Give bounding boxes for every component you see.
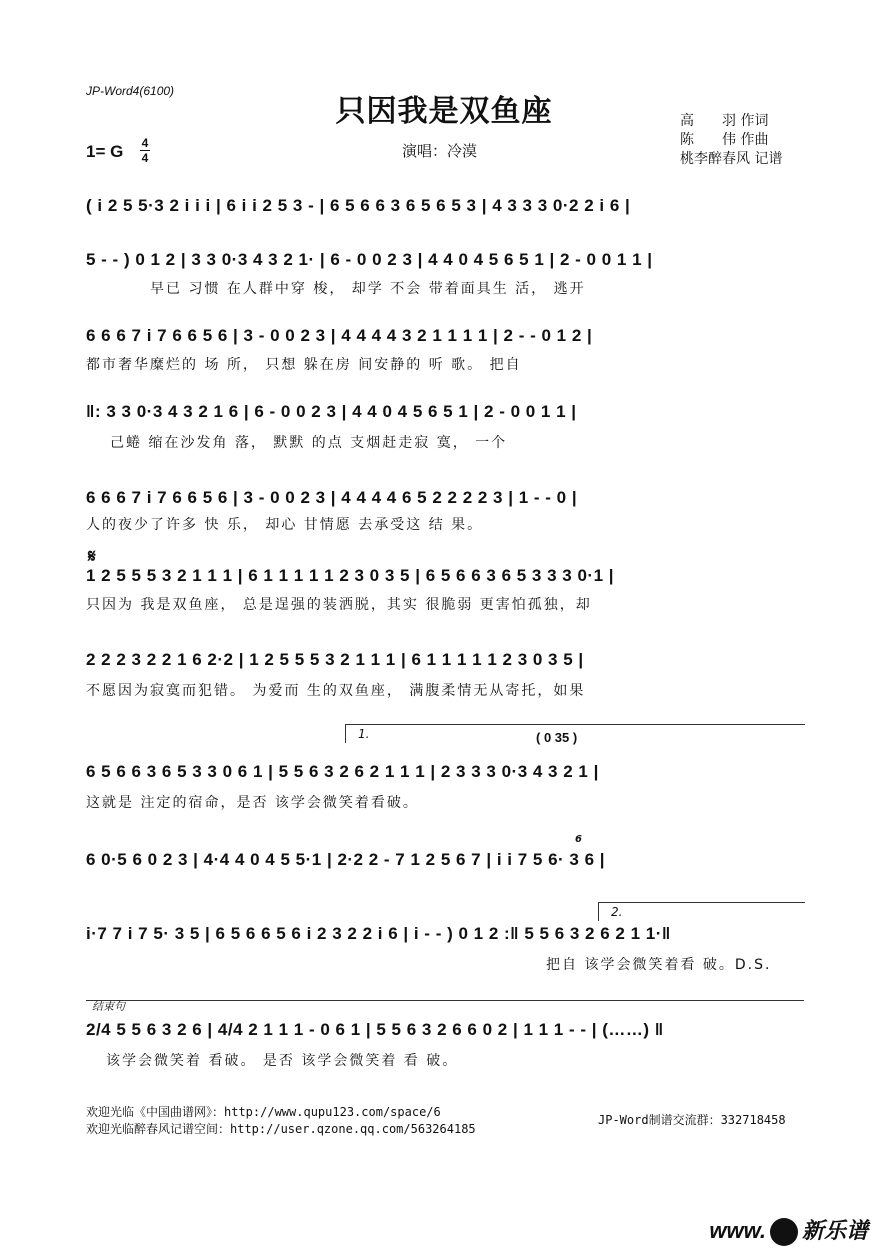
lyric-row-4: 己蜷 缩在沙发角 落， 默默 的点 支烟赶走寂 寞， 一个 xyxy=(110,435,508,451)
credits xyxy=(680,112,782,169)
key-signature: 1= G xyxy=(86,142,124,161)
score-row-6: 1 2 5 5 5 3 2 1 1 1 | 6 1 1 1 1 1 2 3 0 3 5 | 6 5 6 6 3 6 5 3 3 3 0·1 | xyxy=(86,566,615,585)
footer-links xyxy=(86,1104,476,1138)
lyric-row-10: 把自 该学会微笑着看 破。D.S. xyxy=(546,957,772,973)
footer-link-qupu[interactable]: 欢迎光临《中国曲谱网》：http://www.qupu123.com/space/6 xyxy=(86,1105,441,1119)
song-title: 只因我是双鱼座 xyxy=(335,94,553,129)
composer-credit: 陈 伟 作曲 xyxy=(680,132,769,148)
logo-text: 新乐谱 xyxy=(801,1218,868,1243)
score-row-7: 2 2 2 3 2 2 1 6 2·2 | 1 2 5 5 5 3 2 1 1 1 | 6 1 1 1 1 1 2 3 0 3 5 | xyxy=(86,650,584,669)
insert-phrase: ( 0 35 ) xyxy=(536,730,578,745)
meter-top: 4 xyxy=(141,136,149,150)
score-row-1: ( i 2 5 5·3 2 i i i | 6 i i 2 5 3 - | 6 5 6 6 3 6 5 6 5 3 | 4 3 3 3 0·2 2 i 6 | xyxy=(86,196,631,215)
ending-box xyxy=(86,1000,804,1001)
time-signature xyxy=(140,137,150,164)
lyric-row-3: 都市奢华糜烂的 场 所， 只想 躲在房 间安静的 听 歌。 把自 xyxy=(86,357,522,373)
lyric-row-5: 人的夜少了许多 快 乐， 却心 甘情愿 去承受这 结 果。 xyxy=(86,517,484,533)
lyric-row-7: 不愿因为寂寞而犯错。 为爱而 生的双鱼座， 满腹柔情无从寄托，如果 xyxy=(86,683,586,699)
footer-link-qzone[interactable]: 欢迎光临醉春风记谱空间：http://user.qzone.qq.com/563264185 xyxy=(86,1122,476,1136)
sextuplet-mark: 6 xyxy=(575,834,582,845)
meter-bottom: 4 xyxy=(141,151,149,165)
footer-group: JP-Word制谱交流群：332718458 xyxy=(598,1113,786,1127)
score-row-10: i·7 7 i 7 5· 3 5 | 6 5 6 6 5 6 i 2 3 2 2 i 6 | i - - ) 0 1 2 :‖ 5 5 6 3 2 6 2 1 1·‖ xyxy=(86,924,671,943)
site-logo xyxy=(709,1214,868,1246)
lyricist-credit: 高 羽 作词 xyxy=(680,113,769,129)
singer-label: 演唱：冷漠 xyxy=(402,142,478,160)
score-row-4: ‖: 3 3 0·3 4 3 2 1 6 | 6 - 0 0 2 3 | 4 4 0 4 5 6 5 1 | 2 - 0 0 1 1 | xyxy=(86,402,577,421)
disc-icon xyxy=(770,1218,798,1246)
score-row-11: 2/4 5 5 6 3 2 6 | 4/4 2 1 1 1 - 0 6 1 | 5 5 6 3 2 6 6 0 2 | 1 1 1 - - | (……) ‖ xyxy=(86,1020,664,1039)
transcriber-credit: 桃李醉春风 记谱 xyxy=(680,151,783,167)
volta-2-bracket xyxy=(598,902,805,921)
lyric-row-6: 只因为 我是双鱼座， 总是逞强的装洒脱，其实 很脆弱 更害怕孤独，却 xyxy=(86,597,592,613)
score-row-2: 5 - - ) 0 1 2 | 3 3 0·3 4 3 2 1· | 6 - 0 0 2 3 | 4 4 0 4 5 6 5 1 | 2 - 0 0 1 1 | xyxy=(86,250,653,269)
volta-2-label: 2. xyxy=(611,905,623,919)
score-row-5: 6 6 6 7 i 7 6 6 5 6 | 3 - 0 0 2 3 | 4 4 4 4 6 5 2 2 2 2 3 | 1 - - 0 | xyxy=(86,488,578,507)
logo-prefix: www. xyxy=(709,1218,766,1243)
lyric-row-8: 这就是 注定的宿命，是否 该学会微笑着看破。 xyxy=(86,795,419,811)
score-row-3: 6 6 6 7 i 7 6 6 5 6 | 3 - 0 0 2 3 | 4 4 4 4 3 2 1 1 1 1 | 2 - - 0 1 2 | xyxy=(86,326,593,345)
score-row-8: 6 5 6 6 3 6 5 3 3 0 6 1 | 5 5 6 3 2 6 2 1 1 1 | 2 3 3 3 0·3 4 3 2 1 | xyxy=(86,762,599,781)
lyric-row-2: 早已 习惯 在人群中穿 梭， 却学 不会 带着面具生 活， 逃开 xyxy=(150,281,586,297)
segno-mark: 𝄋 xyxy=(88,546,96,567)
ending-label: 结束句 xyxy=(92,1000,125,1013)
lyric-row-11: 该学会微笑着 看破。 是否 该学会微笑着 看 破。 xyxy=(106,1053,459,1069)
software-label: JP-Word4(6100) xyxy=(86,84,175,98)
score-row-9: 6 0·5 6 0 2 3 | 4·4 4 0 4 5 5·1 | 2·2 2 - 7 1 2 5 6 7 | i i 7 5 6· 3 6 | xyxy=(86,850,606,869)
volta-1-label: 1. xyxy=(358,727,370,741)
